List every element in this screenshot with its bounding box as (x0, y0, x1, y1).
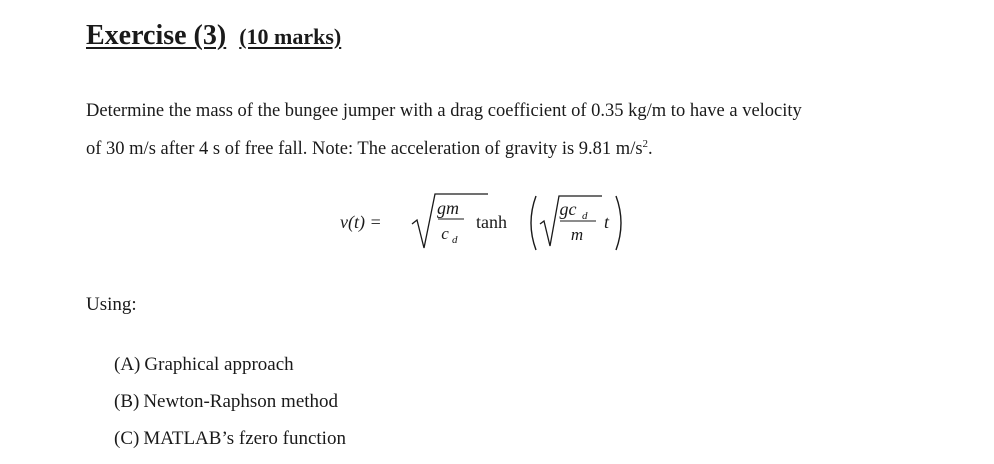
exponent-superscript: 2 (642, 138, 649, 150)
tanh-function: tanh (476, 212, 507, 232)
method-text: MATLAB’s fzero function (143, 428, 346, 449)
problem-line-2 (86, 130, 966, 168)
time-variable: t (604, 212, 610, 232)
method-tag: (B) (114, 391, 140, 412)
sqrt2-numerator: gc (559, 199, 577, 219)
method-item-a (114, 350, 346, 387)
method-text: Newton-Raphson method (143, 391, 339, 412)
using-label: Using: (86, 294, 137, 315)
method-list (114, 350, 346, 461)
method-text: Graphical approach (144, 354, 294, 375)
sqrt1-subscript: d (452, 234, 458, 246)
velocity-equation (340, 186, 660, 258)
left-paren (531, 196, 536, 250)
problem-line-2-text: of 30 m/s after 4 s of free fall. Note: The acceleration of gravity is 9.81 m/s (86, 139, 643, 159)
sqrt2-subscript: d (582, 210, 588, 222)
problem-statement (86, 92, 966, 168)
equation-lhs: v(t) = (340, 212, 382, 232)
method-tag: (A) (114, 354, 141, 375)
problem-line-2-end: . (648, 139, 653, 159)
right-paren (616, 196, 621, 250)
sqrt1-numerator: gm (437, 198, 459, 218)
method-item-c (114, 424, 346, 461)
method-tag: (C) (114, 428, 140, 449)
exercise-title (86, 20, 341, 52)
equation-svg (340, 186, 660, 258)
sqrt2-denominator: m (570, 225, 584, 244)
problem-line-1: Determine the mass of the bungee jumper with a drag coefficient of 0.35 kg/m to have a velocity (86, 101, 802, 121)
method-item-b (114, 387, 346, 424)
sqrt1-denominator: c (441, 224, 449, 243)
exercise-title-text: Exercise (3) (86, 20, 227, 51)
exercise-marks: (10 marks) (239, 24, 342, 49)
